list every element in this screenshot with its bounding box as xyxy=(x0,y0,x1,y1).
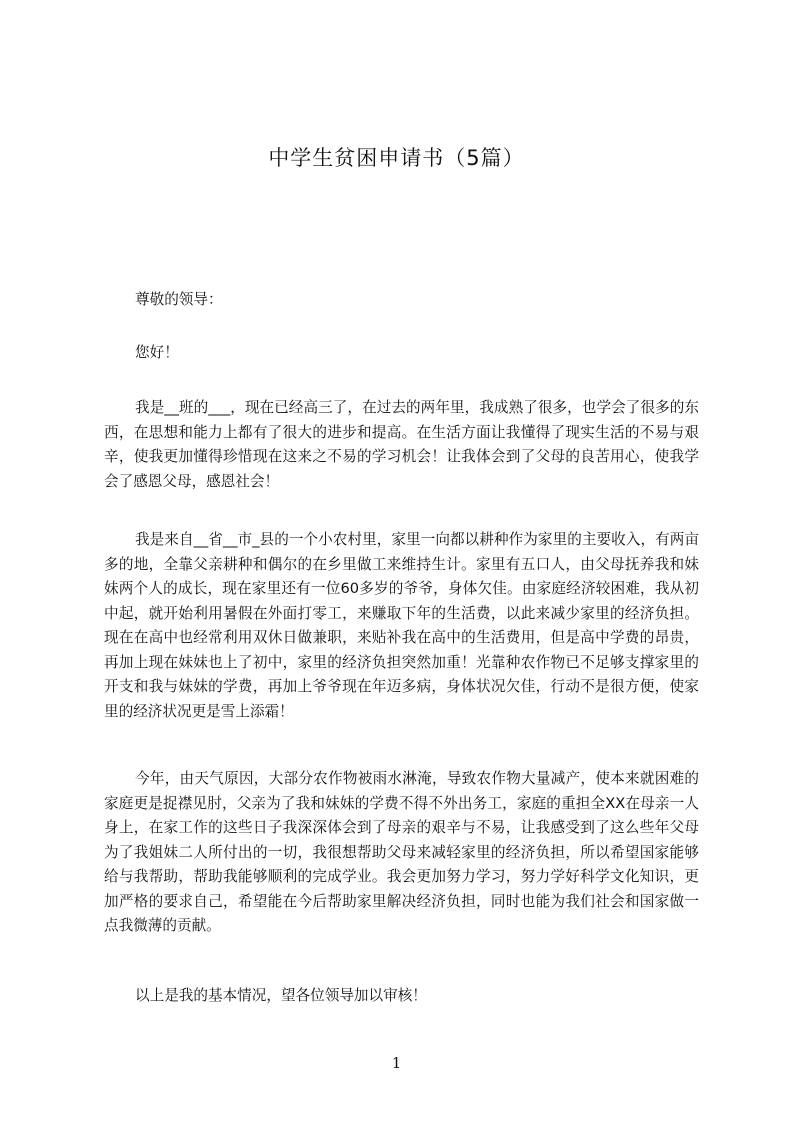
paragraph-2: 我是来自__省__市_县的一个小农村里，家里一向都以耕种作为家里的主要收入，有两亩多的地，全靠父亲耕种和偶尔的在乡里做工来维持生计。家里有五口人，由父母抚养我和妹妹两个人的成长，现在家里还有一位60多岁的爷爷，身体欠佳。由家庭经济较困难，我从初中起，就开始利用暑假在外面打零工，来赚取下年的生活费，以此来减少家里的经济负担。现在在高中也经常利用双休日做兼职，来贴补我在高中的生活费用，但是高中学费的昂贵，再加上现在妹妹也上了初中，家里的经济负担突然加重！光靠种农作物已不足够支撑家里的开支和我与妹妹的学费，再加上爷爷现在年迈多病，身体状况欠佳，行动不是很方便，使家里的经济状况更是雪上添霜！ xyxy=(104,531,699,720)
document-title: 中学生贫困申请书（5篇） xyxy=(268,146,525,170)
paragraph-3: 今年，由天气原因，大部分农作物被雨水淋淹，导致农作物大量减产，使本来就困难的家庭更是捉襟见肘，父亲为了我和妹妹的学费不得不外出务工，家庭的重担全XX在母亲一人身上，在家工作的这些日子我深深体会到了母亲的艰辛与不易，让我感受到了这么些年父母为了我姐妹二人所付出的一切，我很想帮助父母来减轻家里的经济负担，所以希望国家能够给与我帮助，帮助我能够顺利的完成学业。我会更加努力学习，努力学好科学文化知识，更加严格的要求自己，希望能在今后帮助家里解决经济负担，同时也能为我们社会和国家做一点我微薄的贡献。 xyxy=(104,770,699,934)
greeting: 您好！ xyxy=(135,344,179,361)
paragraph-1: 我是__班的___，现在已经高三了，在过去的两年里，我成熟了很多，也学会了很多的东西，在思想和能力上都有了很大的进步和提高。在生活方面让我懂得了现实生活的不易与艰辛，使我更加懂得珍惜现在这来之不易的学习机会！让我体会到了父母的良苦用心，使我学会了感恩父母，感恩社会！ xyxy=(104,399,699,490)
salutation: 尊敬的领导： xyxy=(135,291,223,308)
closing-line: 以上是我的基本情况，望各位领导加以审核！ xyxy=(135,987,427,1004)
page-number: 1 xyxy=(391,1054,402,1072)
